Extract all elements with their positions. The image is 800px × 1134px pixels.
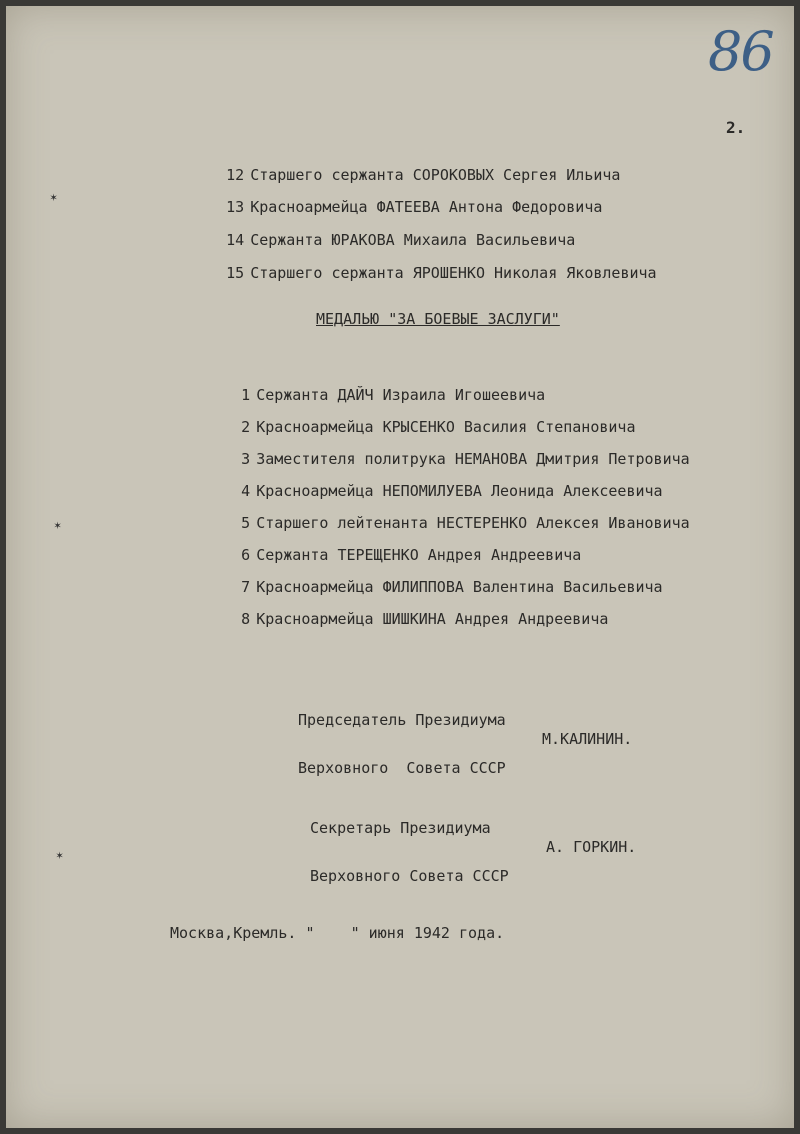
paper-speck: ✶ [50, 190, 58, 204]
list-item-text: Красноармейца ФАТЕЕВА Антона Федоровича [250, 198, 603, 216]
list-item-text: Старшего сержанта ЯРОШЕНКО Николая Яковлевича [250, 264, 657, 282]
section-heading-medal: МЕДАЛЬЮ "ЗА БОЕВЫЕ ЗАСЛУГИ" [316, 310, 560, 328]
list-item-text: Заместителя политрука НЕМАНОВА Дмитрия Петровича [256, 450, 690, 468]
list-item-number: 12 [226, 166, 245, 184]
list-item-text: Сержанта ТЕРЕЩЕНКО Андрея Андреевича [256, 546, 582, 564]
secretary-title-line1: Секретарь Президиума [310, 819, 491, 837]
secretary-title [310, 788, 509, 916]
secretary-name: А. ГОРКИН. [546, 838, 637, 856]
list-item [172, 592, 608, 646]
list-item-text: Старшего лейтенанта НЕСТЕРЕНКО Алексея Ивановича [256, 514, 690, 532]
list-item-number: 3 [241, 450, 251, 468]
chairman-title-line1: Председатель Президиума [298, 711, 506, 729]
list-item-number: 1 [241, 386, 251, 404]
list-item-text: Красноармейца КРЫСЕНКО Василия Степановича [256, 418, 636, 436]
chairman-title-line2: Верховного Совета СССР [298, 759, 506, 777]
list-item-text: Старшего сержанта СОРОКОВЫХ Сергея Ильича [250, 166, 621, 184]
list-item-number: 5 [241, 514, 251, 532]
page-number: 2. [726, 118, 746, 137]
list-item-text: Красноармейца ФИЛИППОВА Валентина Васильевича [256, 578, 663, 596]
list-item-number: 13 [226, 198, 245, 216]
list-item-number: 8 [241, 610, 251, 628]
paper-speck: ✶ [56, 848, 64, 862]
chairman-name: М.КАЛИНИН. [542, 730, 633, 748]
paper-speck: ✶ [54, 518, 62, 532]
list-item-number: 14 [226, 231, 245, 249]
place-and-date: Москва,Кремль. " " июня 1942 года. [170, 924, 505, 942]
list-item-text: Сержанта ДАЙЧ Израила Игошеевича [256, 386, 546, 404]
list-item-text: Красноармейца НЕПОМИЛУЕВА Леонида Алексеевича [256, 482, 663, 500]
list-item-number: 6 [241, 546, 251, 564]
handwritten-sheet-number: 86 [708, 20, 773, 83]
list-item-text: Красноармейца ШИШКИНА Андрея Андреевича [256, 610, 609, 628]
secretary-title-line2: Верховного Совета СССР [310, 867, 509, 885]
list-item-text: Сержанта ЮРАКОВА Михаила Васильевича [250, 231, 576, 249]
list-item-number: 4 [241, 482, 251, 500]
list-item-number: 2 [241, 418, 251, 436]
document-page [6, 6, 794, 1128]
list-item [166, 246, 657, 300]
list-item-number: 15 [226, 264, 245, 282]
list-item-number: 7 [241, 578, 251, 596]
